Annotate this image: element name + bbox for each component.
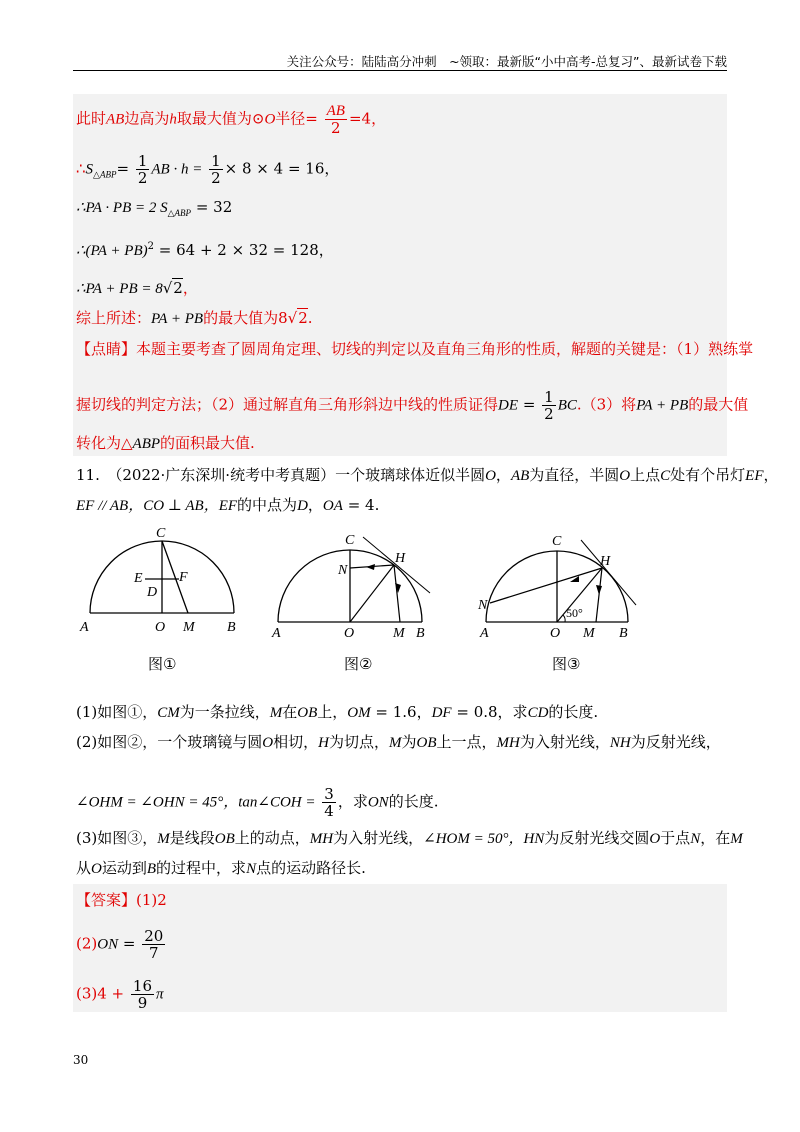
text: 为 <box>401 733 417 751</box>
sqrt-sign: √ <box>287 309 298 327</box>
text: . <box>307 309 313 327</box>
arrow-icon <box>596 585 602 595</box>
text: 11. （2022·广东深圳·统考中考真题）一个玻璃球体近似半圆 <box>76 466 486 484</box>
header-rule <box>73 70 727 71</box>
math: PA + PB <box>636 397 689 414</box>
label-c: C <box>156 526 166 541</box>
text: 为切点， <box>328 733 389 751</box>
numerator: 16 <box>132 977 153 995</box>
text: ， <box>307 496 323 514</box>
text: 为直径，半圆 <box>529 466 620 484</box>
subscript: △ABP <box>93 169 117 180</box>
math: D <box>297 498 308 514</box>
math: OB <box>214 831 235 847</box>
math: O <box>262 735 274 751</box>
math: OB <box>297 705 318 721</box>
math: MH <box>496 735 520 751</box>
label-d: D <box>147 585 158 600</box>
text: (1)2 <box>136 891 167 909</box>
label-b: B <box>416 626 425 640</box>
text: 点的运动路径长. <box>256 859 366 877</box>
math: BC <box>557 397 577 414</box>
numerator: 1 <box>544 388 554 406</box>
text: 综上所述： <box>76 309 152 327</box>
denominator: 9 <box>137 994 148 1012</box>
denominator: 2 <box>137 169 148 187</box>
text: 上， <box>317 703 348 721</box>
text: 上的动点， <box>234 829 310 847</box>
therefore-symbol: ∴ <box>76 159 86 178</box>
radicand: 2 <box>173 279 183 297</box>
label-o: O <box>550 626 561 640</box>
denominator: 2 <box>331 119 341 137</box>
figure-2 <box>268 525 448 640</box>
text: 为反射光线交圆 <box>544 829 650 847</box>
remark-tag: 【点睛】 <box>76 340 137 358</box>
arrow-icon <box>366 564 375 570</box>
fraction <box>542 389 556 422</box>
denominator: 4 <box>324 802 334 820</box>
label-a: A <box>480 626 489 640</box>
numerator: AB <box>326 103 345 119</box>
math: π <box>156 986 164 1003</box>
numerator: 3 <box>324 785 334 803</box>
remark-line-1 <box>76 339 753 359</box>
math: O <box>619 468 631 484</box>
label-b: B <box>227 620 236 635</box>
figure-3-caption: 图③ <box>552 655 581 673</box>
math: O <box>485 468 496 484</box>
text: 为一条拉线， <box>179 703 270 721</box>
figure-1 <box>75 525 250 635</box>
text: 的最大值 <box>688 395 749 414</box>
text: 上点 <box>630 466 661 484</box>
label-e: E <box>134 571 143 586</box>
problem-line-2 <box>76 495 379 516</box>
math: O <box>91 861 102 877</box>
text: 是线段 <box>169 829 215 847</box>
text: 的中点为 <box>237 496 298 514</box>
math: AB <box>510 468 530 484</box>
label-m: M <box>393 626 405 640</box>
text: ， <box>495 466 511 484</box>
solution-line-4 <box>76 237 334 261</box>
text: 的过程中，求 <box>156 859 247 877</box>
figure-3 <box>476 525 651 640</box>
text: 的长度. <box>388 792 439 811</box>
label-h: H <box>395 551 406 566</box>
label-angle: 50° <box>566 606 583 620</box>
question-3-line-2 <box>76 858 366 879</box>
text: = <box>116 159 130 178</box>
solution-line-3 <box>76 197 232 223</box>
remark-line-3 <box>76 433 255 454</box>
question-1 <box>76 702 598 723</box>
text: 于点 <box>660 829 691 847</box>
numerator: 1 <box>137 152 148 170</box>
text: (1)如图①， <box>76 703 158 721</box>
math: ∴(PA + PB) <box>76 243 148 259</box>
math: H <box>318 735 329 751</box>
fraction <box>322 786 336 819</box>
math: O <box>649 831 661 847</box>
math: S <box>85 161 94 178</box>
line-hn <box>490 568 602 603</box>
text: 本题主要考查了圆周角定理、切线的判定以及直角三角形的性质，解题的关键是：（1）熟练掌 <box>136 340 754 358</box>
math: O <box>264 111 276 128</box>
label-n: N <box>338 563 348 578</box>
text: 的最大值为8 <box>203 309 288 327</box>
text: 转化为△ <box>76 434 133 452</box>
text: = 1.6， <box>370 703 432 721</box>
answer-line-3 <box>76 978 164 1011</box>
text: 在 <box>282 703 298 721</box>
label-b: B <box>619 626 628 640</box>
math: DE <box>498 397 519 414</box>
label-o: O <box>155 620 166 635</box>
math: ∴PA + PB = 8 <box>76 281 163 297</box>
text: = 4. <box>342 496 380 514</box>
math: ABP <box>132 436 161 452</box>
numerator: 1 <box>211 152 221 170</box>
answer-tag: 【答案】 <box>76 891 137 909</box>
sqrt-sign: √ <box>162 279 173 297</box>
remark-line-2 <box>76 389 748 422</box>
math: M <box>157 831 170 847</box>
math: C <box>660 468 671 484</box>
math: B <box>146 861 157 877</box>
denominator: 2 <box>211 169 221 187</box>
question-2-line-2 <box>76 786 438 819</box>
text: (2) <box>76 934 98 953</box>
page-header: 关注公众号：陆陆高分冲刺 ~领取：最新版“小中高考-总复习”、最新试卷下载 <box>286 54 727 69</box>
answer-box <box>73 884 727 1012</box>
text: 的面积最大值. <box>160 434 255 452</box>
line-mh <box>394 565 400 622</box>
question-3-line-1 <box>76 828 743 849</box>
text: (3)如图③， <box>76 829 158 847</box>
problem-line-1 <box>76 465 779 486</box>
solution-line-6 <box>76 308 313 329</box>
math: PA + PB <box>151 311 204 327</box>
text: 为入射光线， <box>333 829 424 847</box>
math: M <box>730 831 743 847</box>
text: = <box>518 395 541 414</box>
text: 边高为 <box>124 109 170 128</box>
fraction <box>136 153 150 186</box>
text: 此时 <box>76 109 107 128</box>
solution-line-1 <box>76 103 386 136</box>
math: ON <box>367 794 389 811</box>
text: .（3）将 <box>576 395 637 414</box>
math: ON <box>97 936 119 953</box>
answer-line-1 <box>76 890 167 910</box>
math: CM <box>157 705 180 721</box>
fraction <box>142 928 165 961</box>
label-f: F <box>179 570 188 585</box>
radicand: 2 <box>298 309 308 327</box>
fraction <box>209 153 223 186</box>
text: = <box>118 934 141 953</box>
text: 从 <box>76 859 92 877</box>
text: 取最大值为⊙ <box>176 109 265 128</box>
math: EF <box>745 468 764 484</box>
text: ， <box>763 466 779 484</box>
label-m: M <box>183 620 195 635</box>
math: AB · h = <box>151 161 203 178</box>
figure-1-caption: 图① <box>148 655 177 673</box>
text: ， <box>182 279 198 297</box>
text: 处有个吊灯 <box>670 466 746 484</box>
figure-2-caption: 图② <box>344 655 373 673</box>
text: (3)4 + <box>76 984 125 1003</box>
subscript: △ABP <box>167 208 192 218</box>
label-m: M <box>583 626 595 640</box>
text: = 64 + 2 × 32 = 128， <box>153 241 334 259</box>
text: 上一点， <box>436 733 497 751</box>
math: MH <box>309 831 334 847</box>
answer-line-2 <box>76 928 167 961</box>
question-2-line-1 <box>76 732 721 753</box>
label-c: C <box>552 534 562 549</box>
denominator: 7 <box>148 944 159 962</box>
text: (2)如图②，一个玻璃镜与圆 <box>76 733 263 751</box>
label-n: N <box>478 598 488 613</box>
label-a: A <box>80 620 89 635</box>
fraction <box>131 978 154 1011</box>
math: OB <box>416 735 437 751</box>
angle-arc <box>563 615 565 622</box>
math: ∠OHM = ∠OHN = 45°，tan∠COH = <box>76 794 316 811</box>
text: 为反射光线， <box>630 733 721 751</box>
fraction <box>325 103 347 136</box>
math: M <box>269 705 283 721</box>
text: 握切线的判定方法；（2）通过解直角三角形斜边中线的性质证得 <box>76 395 499 414</box>
text: 的长度. <box>548 703 599 721</box>
text: =4， <box>348 109 387 128</box>
page-number: 30 <box>73 1053 89 1067</box>
math: N <box>690 831 701 847</box>
numerator: 20 <box>144 927 164 945</box>
text: = 0.8，求 <box>451 703 528 721</box>
text: = 32 <box>191 198 233 216</box>
math: M <box>388 735 402 751</box>
line-oh <box>350 565 394 622</box>
math: N <box>246 861 257 877</box>
math: NH <box>609 735 631 751</box>
label-h: H <box>600 554 611 569</box>
math: ∴PA · PB = 2 S <box>76 200 168 216</box>
math: DF <box>431 705 452 721</box>
label-o: O <box>344 626 355 640</box>
text: ，求 <box>337 792 368 811</box>
math: AB <box>106 111 125 128</box>
math: OA <box>322 498 343 514</box>
solution-line-5 <box>76 278 198 299</box>
text: 相切， <box>273 733 319 751</box>
math: h <box>169 111 177 128</box>
text: × 8 × 4 = 16， <box>224 159 340 178</box>
text: 运动到 <box>101 859 147 877</box>
text: 半径= <box>275 109 318 128</box>
superscript: 2 <box>147 241 154 252</box>
math: EF // AB，CO ⊥ AB，EF <box>76 498 238 514</box>
denominator: 2 <box>544 405 554 423</box>
solution-line-2 <box>76 153 339 186</box>
text: ，在 <box>700 829 731 847</box>
math: OM <box>347 705 371 721</box>
math: CD <box>527 705 549 721</box>
label-a: A <box>272 626 281 640</box>
math: ∠HOM = 50°，HN <box>423 831 545 847</box>
text: 为入射光线， <box>519 733 610 751</box>
label-c: C <box>345 533 355 548</box>
